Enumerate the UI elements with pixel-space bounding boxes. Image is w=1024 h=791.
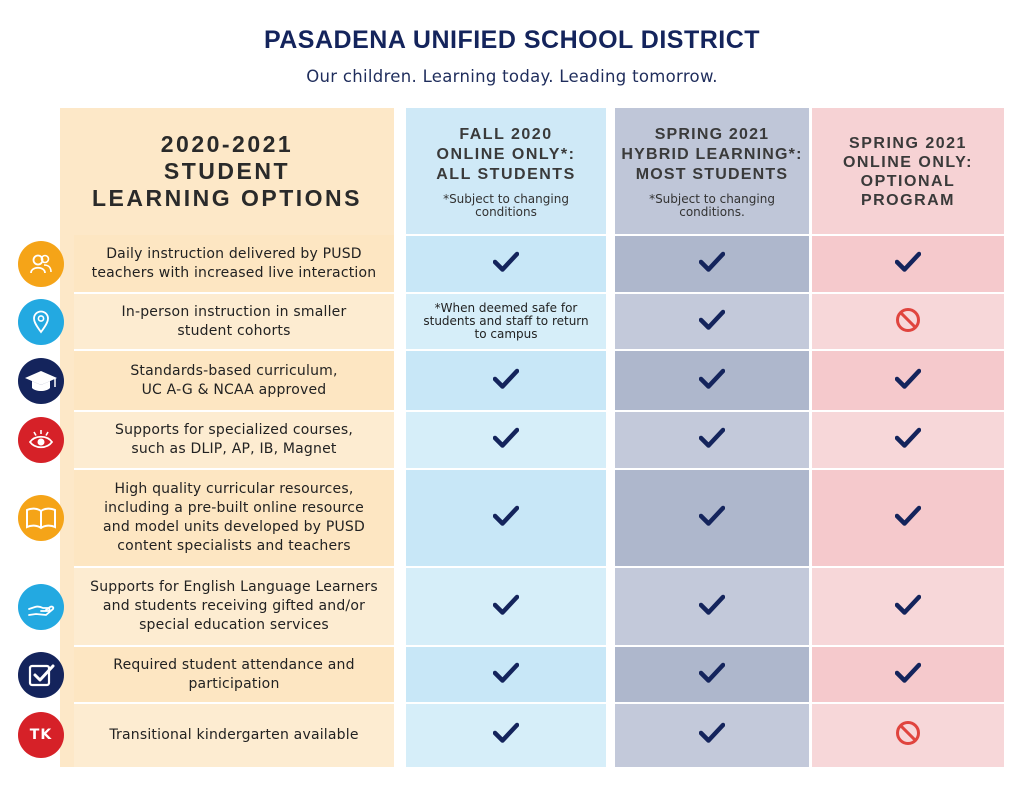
checkmark-icon bbox=[895, 594, 921, 620]
row-divider bbox=[406, 702, 1004, 704]
online-cell bbox=[812, 646, 1004, 703]
row-label: Required student attendance and participation bbox=[113, 656, 355, 692]
row-label: Daily instruction delivered by PUSD teachers with increased live interaction bbox=[91, 246, 377, 281]
online-cell bbox=[812, 235, 1004, 293]
location-pin-icon bbox=[18, 299, 64, 345]
checkmark-icon bbox=[699, 722, 725, 748]
row-divider bbox=[406, 645, 1004, 647]
hybrid-header-label: SPRING 2021 HYBRID LEARNING*: MOST STUDENTS bbox=[621, 125, 803, 183]
checkmark-icon bbox=[895, 251, 921, 277]
checkmark-icon bbox=[493, 662, 519, 688]
online-cell bbox=[812, 350, 1004, 411]
checkmark-icon bbox=[699, 251, 725, 277]
checkmark-icon bbox=[699, 662, 725, 688]
row-label: High quality curricular resources, including a pre-built online resource and model units developed by PUSD content specialists and teachers bbox=[103, 481, 365, 554]
row-label: In-person instruction in smaller student cohorts bbox=[121, 303, 347, 339]
hybrid-cell bbox=[615, 703, 809, 767]
row-divider bbox=[406, 292, 1004, 294]
hybrid-cell bbox=[615, 235, 809, 293]
online-header-label: SPRING 2021 ONLINE ONLY: OPTIONAL PROGRAM bbox=[842, 134, 973, 209]
row-label-cell bbox=[74, 293, 394, 350]
hybrid-cell bbox=[615, 567, 809, 646]
fall-cell bbox=[406, 567, 606, 646]
row-label-cell bbox=[74, 646, 394, 703]
checkmark-icon bbox=[493, 251, 519, 277]
fall-cell bbox=[406, 350, 606, 411]
header-divider bbox=[406, 234, 1004, 236]
row-divider bbox=[406, 468, 1004, 470]
helping-hand-icon bbox=[18, 584, 64, 630]
row-label-cell bbox=[74, 703, 394, 767]
online-cell bbox=[812, 293, 1004, 350]
fall-header bbox=[406, 108, 606, 235]
row-label-cell bbox=[74, 469, 394, 567]
hybrid-cell bbox=[615, 469, 809, 567]
row-divider bbox=[74, 645, 394, 647]
checkmark-icon bbox=[493, 427, 519, 453]
online-cell bbox=[812, 567, 1004, 646]
hybrid-header bbox=[615, 108, 809, 235]
checkmark-icon bbox=[699, 594, 725, 620]
fall-cell bbox=[406, 469, 606, 567]
checkmark-icon bbox=[699, 505, 725, 531]
row-label: Standards-based curriculum, UC A-G & NCAA approved bbox=[130, 362, 338, 398]
checkmark-icon bbox=[493, 368, 519, 394]
fall-conditional-note: *When deemed safe for students and staff to return to campus bbox=[423, 301, 589, 341]
row-divider bbox=[74, 349, 394, 351]
fall-cell bbox=[406, 411, 606, 469]
book-icon bbox=[18, 495, 64, 541]
hybrid-header-note: *Subject to changing conditions. bbox=[649, 191, 775, 219]
checkmark-icon bbox=[699, 427, 725, 453]
online-cell bbox=[812, 469, 1004, 567]
checkmark-icon bbox=[493, 722, 519, 748]
fall-header-note: *Subject to changing conditions bbox=[443, 191, 569, 219]
checkmark-icon bbox=[895, 662, 921, 688]
checkmark-icon bbox=[699, 309, 725, 335]
people-icon bbox=[18, 241, 64, 287]
row-divider bbox=[74, 410, 394, 412]
hybrid-cell bbox=[615, 411, 809, 469]
eye-icon bbox=[18, 417, 64, 463]
hybrid-cell bbox=[615, 293, 809, 350]
not-available-icon bbox=[895, 720, 921, 750]
page-subtitle: Our children. Learning today. Leading tomorrow. bbox=[306, 67, 718, 86]
row-divider bbox=[406, 410, 1004, 412]
fall-cell bbox=[406, 646, 606, 703]
online-cell bbox=[812, 703, 1004, 767]
checkbox-icon bbox=[18, 652, 64, 698]
row-divider bbox=[406, 349, 1004, 351]
row-divider bbox=[406, 566, 1004, 568]
online-cell bbox=[812, 411, 1004, 469]
row-divider bbox=[74, 566, 394, 568]
row-label-cell bbox=[74, 567, 394, 646]
row-label-cell bbox=[74, 350, 394, 411]
fall-cell bbox=[406, 293, 606, 350]
checkmark-icon bbox=[493, 594, 519, 620]
graduation-cap-icon bbox=[18, 358, 64, 404]
row-label-cell bbox=[74, 235, 394, 293]
checkmark-icon bbox=[895, 368, 921, 394]
checkmark-icon bbox=[699, 368, 725, 394]
row-label-cell bbox=[74, 411, 394, 469]
tk-icon bbox=[18, 712, 64, 758]
row-label: Supports for English Language Learners and students receiving gifted and/or special education services bbox=[90, 579, 378, 633]
fall-cell bbox=[406, 235, 606, 293]
row-divider bbox=[74, 468, 394, 470]
checkmark-icon bbox=[895, 427, 921, 453]
online-header bbox=[812, 108, 1004, 235]
checkmark-icon bbox=[493, 505, 519, 531]
checkmark-icon bbox=[895, 505, 921, 531]
fall-header-label: FALL 2020 ONLINE ONLY*: ALL STUDENTS bbox=[436, 125, 576, 183]
tk-icon-label: TK bbox=[29, 727, 53, 743]
row-divider bbox=[74, 702, 394, 704]
fall-cell bbox=[406, 703, 606, 767]
hybrid-cell bbox=[615, 646, 809, 703]
row-divider bbox=[74, 292, 394, 294]
hybrid-cell bbox=[615, 350, 809, 411]
row-label: Transitional kindergarten available bbox=[109, 726, 359, 743]
row-label: Supports for specialized courses, such as DLIP, AP, IB, Magnet bbox=[115, 422, 353, 457]
not-available-icon bbox=[895, 307, 921, 337]
page-title: PASADENA UNIFIED SCHOOL DISTRICT bbox=[263, 26, 761, 54]
options-header-label: 2020-2021 STUDENT LEARNING OPTIONS bbox=[91, 131, 362, 211]
options-header bbox=[60, 108, 394, 235]
